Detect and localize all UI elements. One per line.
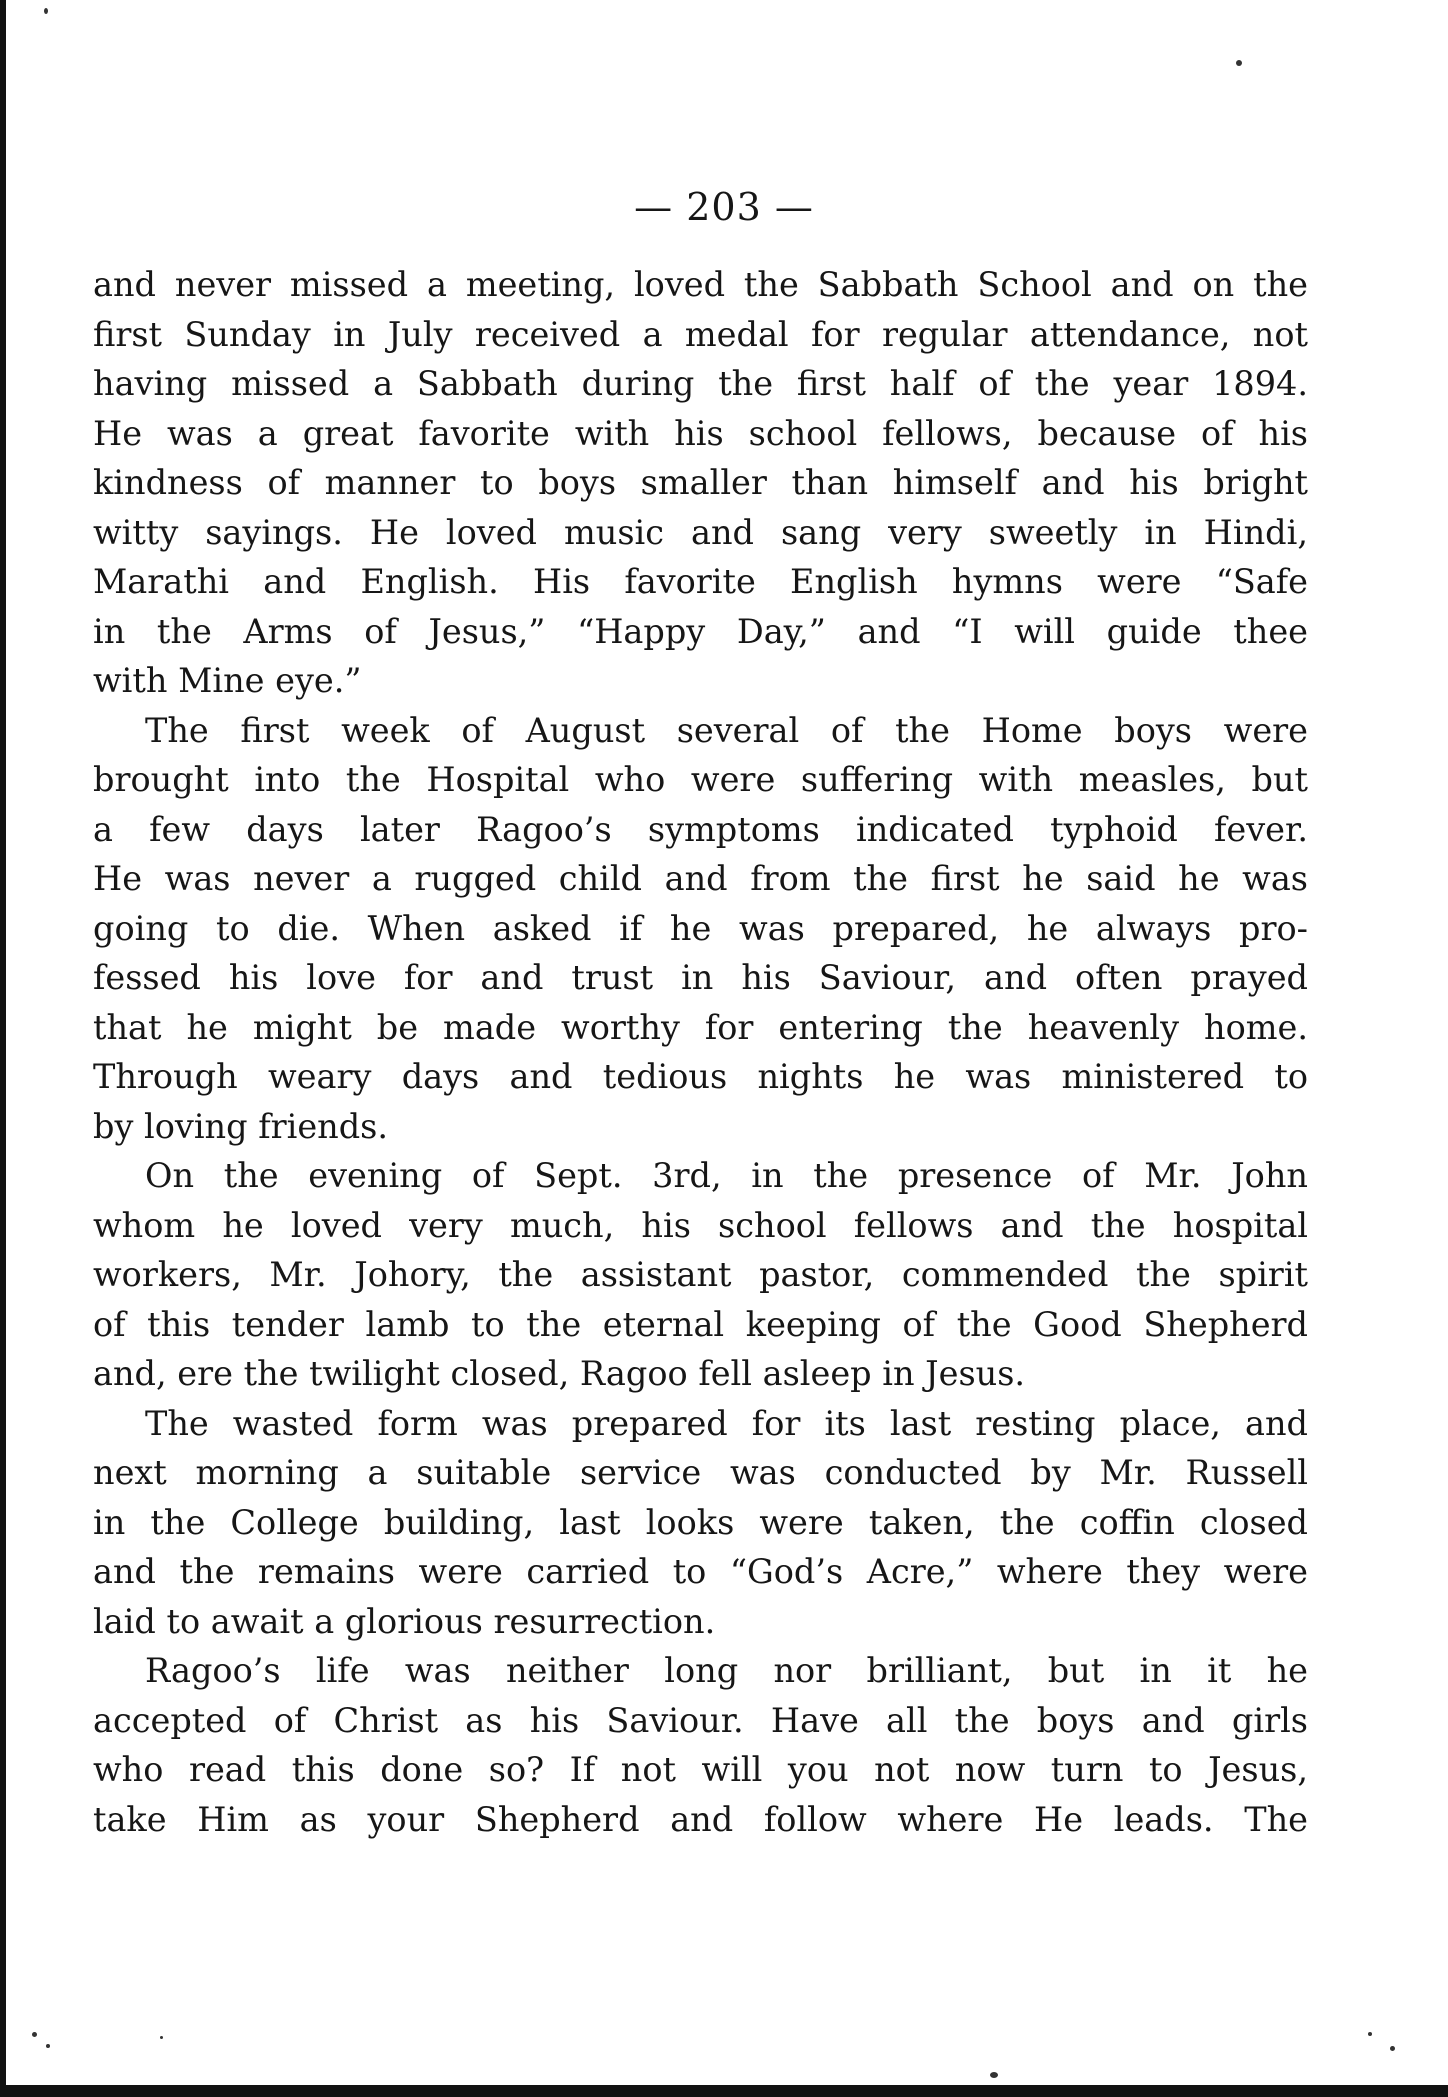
- text-line: by loving friends.: [93, 1106, 389, 1146]
- text-line: first Sunday in July received a medal for regular attendance, not: [93, 314, 1308, 354]
- speck: [44, 8, 48, 14]
- text-line: He was never a rugged child and from the first he said he was: [93, 859, 1308, 898]
- text-line: and the remains were carried to “God’s Acre,” where they were: [93, 1552, 1308, 1591]
- text-line: going to die. When asked if he was prepared, he always pro-: [93, 908, 1308, 948]
- text-line: Through weary days and tedious nights he was ministered to: [93, 1057, 1308, 1096]
- text-line: workers, Mr. Johory, the assistant pastor, commended the spirit: [93, 1255, 1308, 1294]
- speck: [1368, 2032, 1372, 2036]
- text-line: whom he loved very much, his school fellows and the hospital: [93, 1205, 1308, 1245]
- text-line: Marathi and English. His favorite English hymns were “Safe: [93, 562, 1308, 601]
- text-line: and, ere the twilight closed, Ragoo fell asleep in Jesus.: [93, 1354, 1026, 1393]
- text-line: The wasted form was prepared for its last resting place, and: [145, 1403, 1308, 1443]
- text-line: next morning a suitable service was conducted by Mr. Russell: [93, 1453, 1308, 1492]
- text-line: who read this done so? If not will you not now turn to Jesus,: [93, 1750, 1308, 1789]
- page-number: — 203 —: [634, 185, 814, 229]
- text-line: accepted of Christ as his Saviour. Have all the boys and girls: [93, 1700, 1308, 1740]
- text-line: having missed a Sabbath during the first half of the year 1894.: [93, 364, 1308, 403]
- text-line: and never missed a meeting, loved the Sabbath School and on the: [93, 265, 1308, 304]
- text-line: of this tender lamb to the eternal keeping of the Good Shepherd: [93, 1304, 1308, 1344]
- text-line: On the evening of Sept. 3rd, in the presence of Mr. John: [145, 1156, 1308, 1195]
- text-line: take Him as your Shepherd and follow where He leads. The: [93, 1799, 1308, 1839]
- speck: [1390, 2046, 1395, 2051]
- speck: [46, 2044, 50, 2048]
- text-line: brought into the Hospital who were suffering with measles, but: [93, 760, 1308, 799]
- text-line: kindness of manner to boys smaller than himself and his bright: [93, 463, 1308, 502]
- text-line: He was a great favorite with his school fellows, because of his: [93, 413, 1308, 453]
- body-text: [93, 260, 1308, 1844]
- left-border-rule: [0, 0, 6, 2097]
- text-line: that he might be made worthy for entering the heavenly home.: [93, 1007, 1308, 1047]
- speck: [32, 2032, 37, 2037]
- text-line: laid to await a glorious resurrection.: [93, 1601, 716, 1641]
- text-line: with Mine eye.”: [93, 661, 362, 700]
- text-line: The first week of August several of the Home boys were: [145, 710, 1308, 750]
- text-line: Ragoo’s life was neither long nor brilliant, but in it he: [145, 1651, 1308, 1690]
- text-line: a few days later Ragoo’s symptoms indicated typhoid fever.: [93, 809, 1308, 849]
- speck: [990, 2072, 998, 2078]
- speck: [160, 2036, 163, 2039]
- text-line: witty sayings. He loved music and sang very sweetly in Hindi,: [93, 512, 1308, 552]
- bottom-border-rule: [0, 2085, 1448, 2097]
- text-line: in the Arms of Jesus,” “Happy Day,” and “I will guide thee: [93, 611, 1308, 651]
- text-line: fessed his love for and trust in his Saviour, and often prayed: [93, 958, 1308, 997]
- text-line: in the College building, last looks were taken, the coffin closed: [93, 1502, 1308, 1542]
- speck: [1236, 60, 1242, 66]
